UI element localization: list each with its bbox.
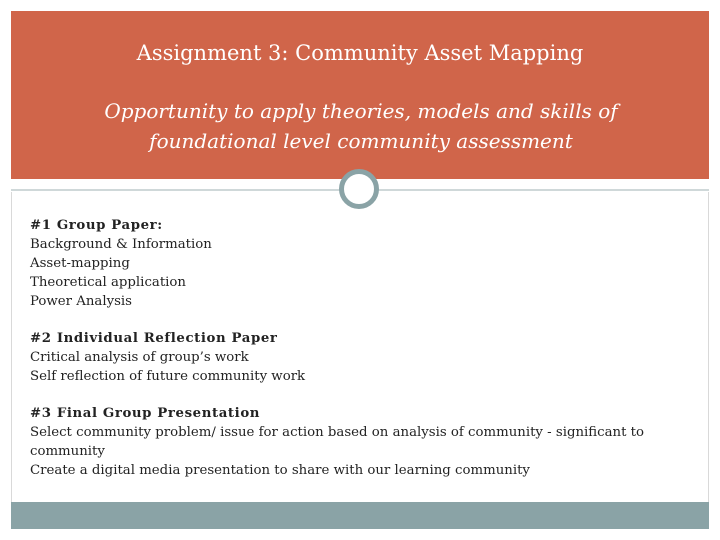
ring-ornament-icon [339,169,379,209]
list-item: Select community problem/ issue for action based on analysis of community - significant to community [30,425,645,459]
slide-title: Assignment 3: Community Asset Mapping [136,41,584,65]
list-item: Self reflection of future community work [30,369,306,384]
section-final-presentation [30,404,690,480]
list-item: Critical analysis of group’s work [30,350,249,365]
list-item: Create a digital media presentation to share with our learning community [30,463,530,478]
section-group-paper [30,216,690,311]
section-heading: #2 Individual Reflection Paper [30,331,278,346]
section-heading: #1 Group Paper: [30,218,163,233]
slide-footer-bar [11,502,709,529]
list-item: Asset-mapping [30,256,130,271]
ring-inner [346,176,372,202]
slide-body [30,216,690,498]
slide-header [11,11,709,179]
section-heading: #3 Final Group Presentation [30,406,261,421]
list-item: Theoretical application [30,275,186,290]
list-item: Power Analysis [30,294,133,309]
list-item: Background & Information [30,237,212,252]
section-reflection-paper [30,329,690,386]
slide-subtitle: Opportunity to apply theories, models and skills of foundational level community assessment [104,99,618,153]
